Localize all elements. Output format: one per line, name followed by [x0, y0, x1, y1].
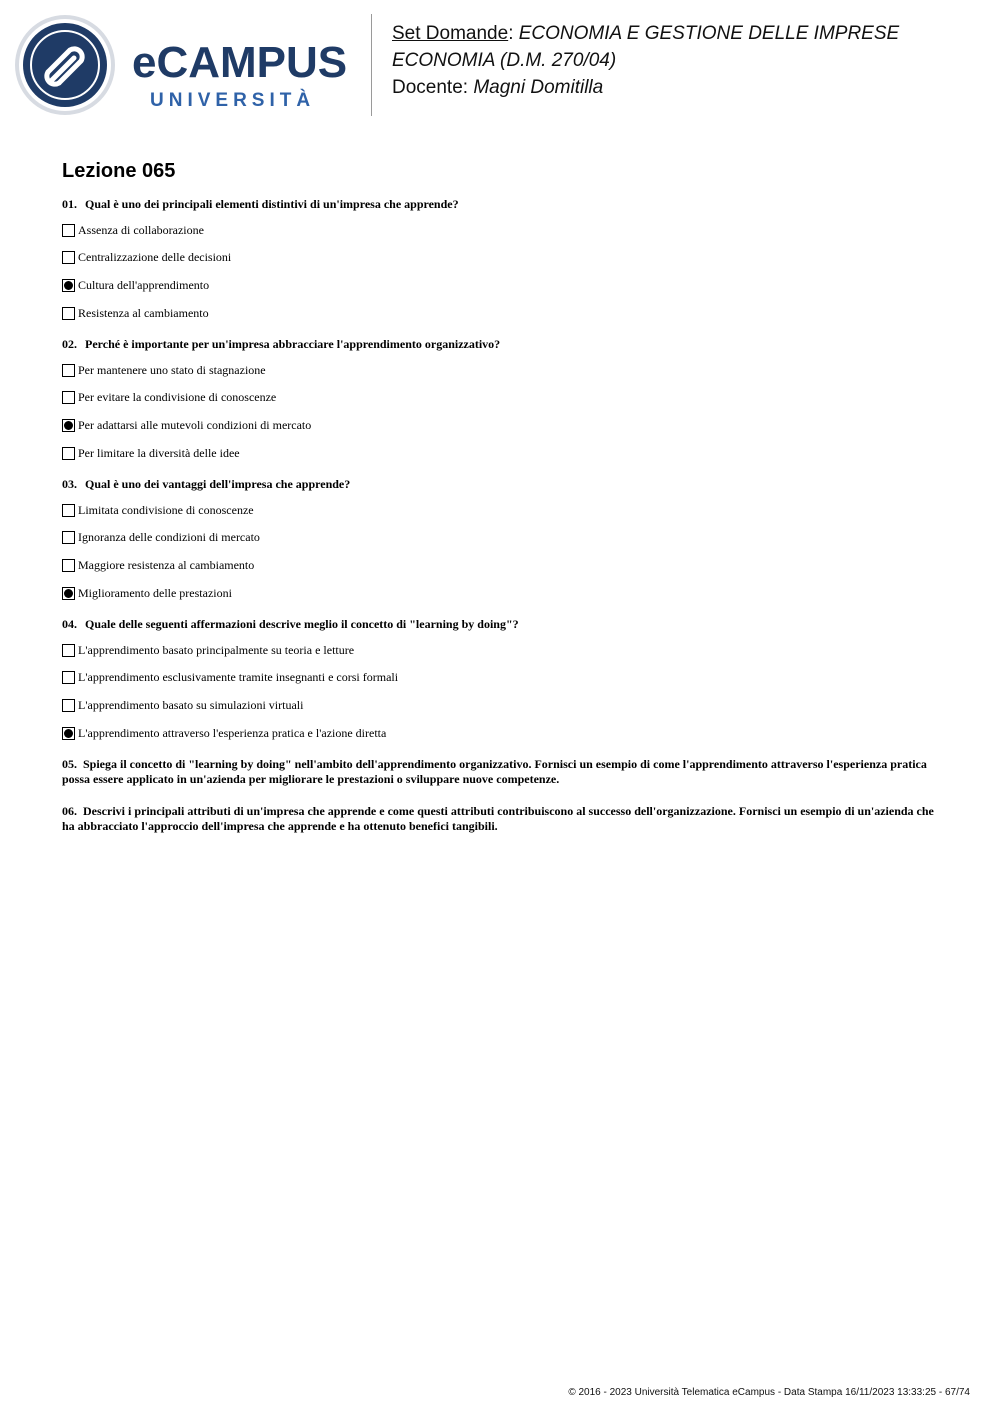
checkbox[interactable]: [62, 307, 75, 320]
answer-option[interactable]: [62, 362, 942, 378]
teacher-label: Docente:: [392, 77, 469, 98]
answer-label: L'apprendimento basato su simulazioni virtuali: [78, 698, 304, 713]
answer-label: Resistenza al cambiamento: [78, 305, 209, 320]
question-text: Descrivi i principali attributi di un'impresa che apprende e come questi attributi contribuiscono al successo dell'organizzazione. Fornisci un esempio di un'azienda che ha abbracciato l'approccio dell'impresa che apprende e ha ottenuto benefici tangibili.: [62, 804, 934, 834]
question-text: Qual è uno dei principali elementi distintivi di un'impresa che apprende?: [85, 197, 459, 211]
ecampus-logo: [14, 14, 359, 118]
question-number: 02.: [62, 337, 77, 352]
teacher-line: [392, 74, 982, 101]
checkbox[interactable]: [62, 364, 75, 377]
answer-label: Cultura dell'apprendimento: [78, 277, 210, 292]
university-seal-icon: [14, 14, 116, 116]
question-title: [62, 617, 942, 632]
answer-option[interactable]: [62, 305, 942, 321]
answer-label: L'apprendimento basato principalmente su teoria e letture: [78, 642, 355, 657]
question-text: Quale delle seguenti affermazioni descrive meglio il concetto di "learning by doing"?: [85, 617, 519, 632]
checkbox[interactable]: [62, 447, 75, 460]
question-block: [62, 337, 942, 461]
answer-option[interactable]: [62, 670, 942, 686]
question-block: [62, 197, 942, 321]
answer-option[interactable]: [62, 642, 942, 658]
question-number: 03.: [62, 477, 77, 492]
checkbox[interactable]: [62, 279, 75, 292]
set-label: Set Domande: [392, 23, 509, 44]
checkbox[interactable]: [62, 391, 75, 404]
answer-option[interactable]: [62, 250, 942, 266]
checkbox[interactable]: [62, 531, 75, 544]
question-title: [62, 477, 942, 492]
answer-label: Assenza di collaborazione: [78, 222, 204, 237]
answer-option[interactable]: [62, 698, 942, 714]
checkbox[interactable]: [62, 419, 75, 432]
answer-option[interactable]: [62, 530, 942, 546]
teacher-name: Magni Domitilla: [473, 77, 604, 98]
checkbox[interactable]: [62, 224, 75, 237]
question-title: [62, 337, 942, 352]
answer-label: L'apprendimento attraverso l'esperienza pratica e l'azione diretta: [78, 725, 387, 740]
checkbox[interactable]: [62, 559, 75, 572]
answer-label: Maggiore resistenza al cambiamento: [78, 558, 255, 572]
question-number: 01.: [62, 197, 77, 211]
answer-label: Ignoranza delle condizioni di mercato: [78, 530, 260, 545]
answer-option[interactable]: [62, 502, 942, 518]
question-number: 04.: [62, 617, 77, 632]
question-list: [62, 197, 942, 851]
answer-option[interactable]: [62, 558, 942, 574]
answer-option[interactable]: [62, 277, 942, 293]
set-separator: :: [508, 23, 514, 44]
answer-label: Per evitare la condivisione di conoscenze: [78, 390, 277, 405]
answer-option[interactable]: [62, 725, 942, 741]
lesson-title: Lezione 065: [62, 160, 176, 182]
logo-subtitle: UNIVERSITÀ: [150, 90, 316, 111]
answer-label: Miglioramento delle prestazioni: [78, 585, 232, 600]
answer-label: Limitata condivisione di conoscenze: [78, 502, 254, 517]
answer-option[interactable]: [62, 222, 942, 238]
question-number: 05.: [62, 757, 77, 772]
checkbox[interactable]: [62, 587, 75, 600]
answer-option[interactable]: [62, 390, 942, 406]
course-name-line1: ECONOMIA E GESTIONE DELLE IMPRESE: [518, 23, 900, 44]
answer-option[interactable]: [62, 585, 942, 601]
answer-label: Centralizzazione delle decisioni: [78, 250, 232, 265]
answer-option[interactable]: [62, 445, 942, 461]
checkbox[interactable]: [62, 671, 75, 684]
checkbox[interactable]: [62, 699, 75, 712]
course-line2: [392, 47, 982, 74]
open-question: [62, 804, 942, 834]
open-question: [62, 757, 942, 787]
question-text: Perché è importante per un'impresa abbracciare l'apprendimento organizzativo?: [85, 337, 501, 352]
page-footer: © 2016 - 2023 Università Telematica eCampus - Data Stampa 16/11/2023 13:33:25 - 67/74: [568, 1387, 970, 1398]
answer-label: Per mantenere uno stato di stagnazione: [78, 362, 266, 377]
question-block: [62, 477, 942, 601]
checkbox[interactable]: [62, 727, 75, 740]
question-number: 06.: [62, 804, 77, 819]
answer-label: L'apprendimento esclusivamente tramite insegnanti e corsi formali: [78, 670, 399, 685]
answer-label: Per adattarsi alle mutevoli condizioni di mercato: [78, 417, 312, 432]
checkbox[interactable]: [62, 251, 75, 264]
checkbox[interactable]: [62, 504, 75, 517]
answer-option[interactable]: [62, 417, 942, 433]
question-text: Qual è uno dei vantaggi dell'impresa che apprende?: [85, 477, 351, 492]
question-title: [62, 197, 942, 212]
logo-brand-text: eCAMPUS: [132, 38, 348, 87]
header-divider: [371, 14, 372, 116]
checkbox[interactable]: [62, 644, 75, 657]
question-text: Spiega il concetto di "learning by doing" nell'ambito dell'apprendimento organizzativo. Fornisci un esempio di come l'apprendimento attraverso l'esperienza pratica possa essere applicato in un'azienda per migliorare le prestazioni o sviluppare nuove competenze.: [62, 757, 927, 787]
course-name-line2: ECONOMIA (D.M. 270/04): [392, 50, 617, 71]
question-block: [62, 617, 942, 741]
page-header: [0, 0, 1000, 130]
answer-label: Per limitare la diversità delle idee: [78, 445, 240, 460]
set-info: [392, 20, 982, 101]
set-line: [392, 20, 982, 47]
